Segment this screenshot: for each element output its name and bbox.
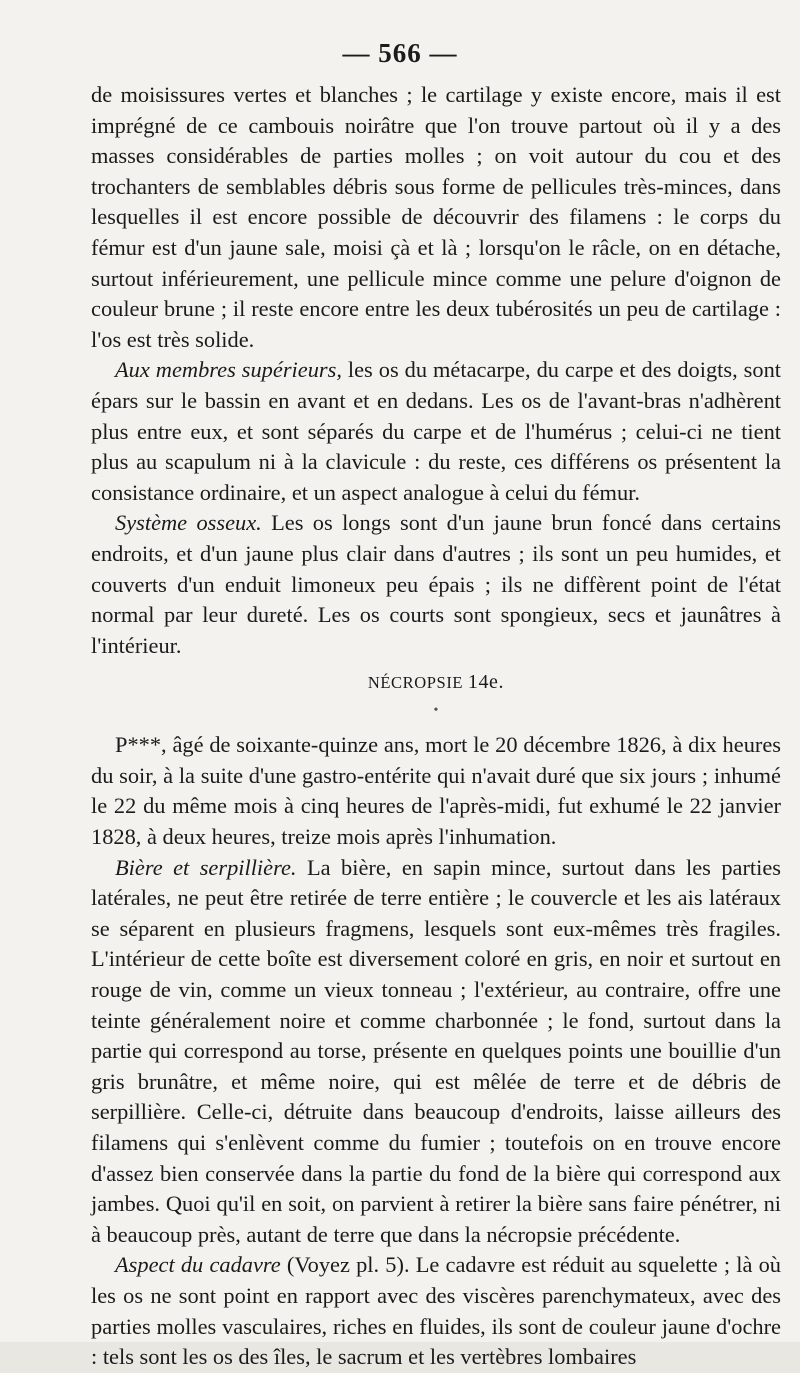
paragraph-text: (Voyez pl. 5). Le cadavre est réduit au squelette ; là où les os ne sont point en rapport avec des viscères parenchymateux, avec des parties molles vasculaires, riches en fluides, ils sont de couleur jaune d'ochre : tels sont les os des îles, le sacrum et les vertèbres lombaires bbox=[91, 1252, 781, 1370]
ornament-mark: • bbox=[433, 703, 439, 719]
paragraph-lead: Bière et serpillière. bbox=[115, 854, 297, 880]
paragraph-lead: Aux membres supérieurs, bbox=[115, 357, 342, 383]
paragraph-1 bbox=[91, 80, 781, 355]
paragraph-5 bbox=[91, 853, 781, 1251]
paragraph-6 bbox=[91, 1250, 781, 1372]
section-heading bbox=[91, 667, 781, 698]
paragraph-4 bbox=[91, 730, 781, 852]
paragraph-2 bbox=[91, 355, 781, 508]
paragraph-lead: Aspect du cadavre bbox=[115, 1252, 281, 1278]
paragraph-text: P***, âgé de soixante-quinze ans, mort le 20 décembre 1826, à dix heures du soir, à la suite d'une gastro-entérite qui n'avait duré que six jours ; inhumé le 22 du même mois à cinq heures de l'après-midi, fut exhumé le 22 janvier 1828, à deux heures, treize mois après l'inhumation. bbox=[91, 732, 781, 850]
section-heading-number: 14e. bbox=[467, 671, 505, 694]
paragraph-text: les os du métacarpe, du carpe et des doigts, sont épars sur le bassin en avant et en dedans. Les os de l'avant-bras n'adhèrent plus entre eux, et sont séparés du carpe et de l'humérus ; celui-ci ne tient plus au scapulum ni à la clavicule : du reste, ces différens os présentent la consistance ordinaire, et un aspect analogue à celui du fémur. bbox=[91, 357, 781, 505]
paragraph-text: La bière, en sapin mince, surtout dans les parties latérales, ne peut être retirée de terre entière ; le couvercle et les ais latéraux se séparent en plusieurs fragmens, lesquels sont eux-mêmes très fragiles. L'intérieur de cette boîte est diversement coloré en gris, en noir et surtout en rouge de vin, comme un vieux tonneau ; l'extérieur, au contraire, offre une teinte généralement noire et comme charbonnée ; le fond, surtout dans la partie qui correspond au torse, présente en quelques points une bouillie d'un gris brunâtre, et même noire, qui est mêlée de terre et de débris de serpillière. Celle-ci, détruite dans beaucoup d'endroits, laisse ailleurs des filamens qui s'enlèvent comme du fumier ; toutefois on en trouve encore d'assez bien conservée dans la partie du fond de la bière qui correspond aux jambes. Quoi qu'il en soit, on parvient à retirer la bière sans faire pénétrer, ni à beaucoup près, autant de terre que dans la nécropsie précédente. bbox=[91, 854, 781, 1247]
paragraph-text: de moisissures vertes et blanches ; le cartilage y existe encore, mais il est imprégné de ce cambouis noirâtre que l'on trouve partout où il y a des masses considérables de parties molles ; on voit autour du cou et des trochanters de semblables débris sous forme de pellicules très-minces, dans lesquelles il est encore possible de découvrir des filamens : le corps du fémur est d'un jaune sale, moisi çà et là ; lorsqu'on le râcle, on en détache, surtout inférieurement, une pellicule mince comme une pelure d'oignon de couleur brune ; il reste encore entre les deux tubérosités un peu de cartilage : l'os est très solide. bbox=[91, 82, 781, 352]
body-text bbox=[91, 80, 781, 1373]
section-heading-label: NÉCROPSIE bbox=[367, 673, 464, 693]
paragraph-text: Les os longs sont d'un jaune brun foncé dans certains endroits, et d'un jaune plus clair dans d'autres ; ils sont un peu humides, et couverts d'un enduit limoneux peu épais ; ils ne diffèrent point de l'état normal par leur dureté. Les os courts sont spongieux, secs et jaunâtres à l'intérieur. bbox=[91, 510, 781, 658]
page-number: — 566 — bbox=[342, 38, 458, 68]
paragraph-3 bbox=[91, 508, 781, 661]
paragraph-lead: Système osseux. bbox=[115, 510, 262, 536]
